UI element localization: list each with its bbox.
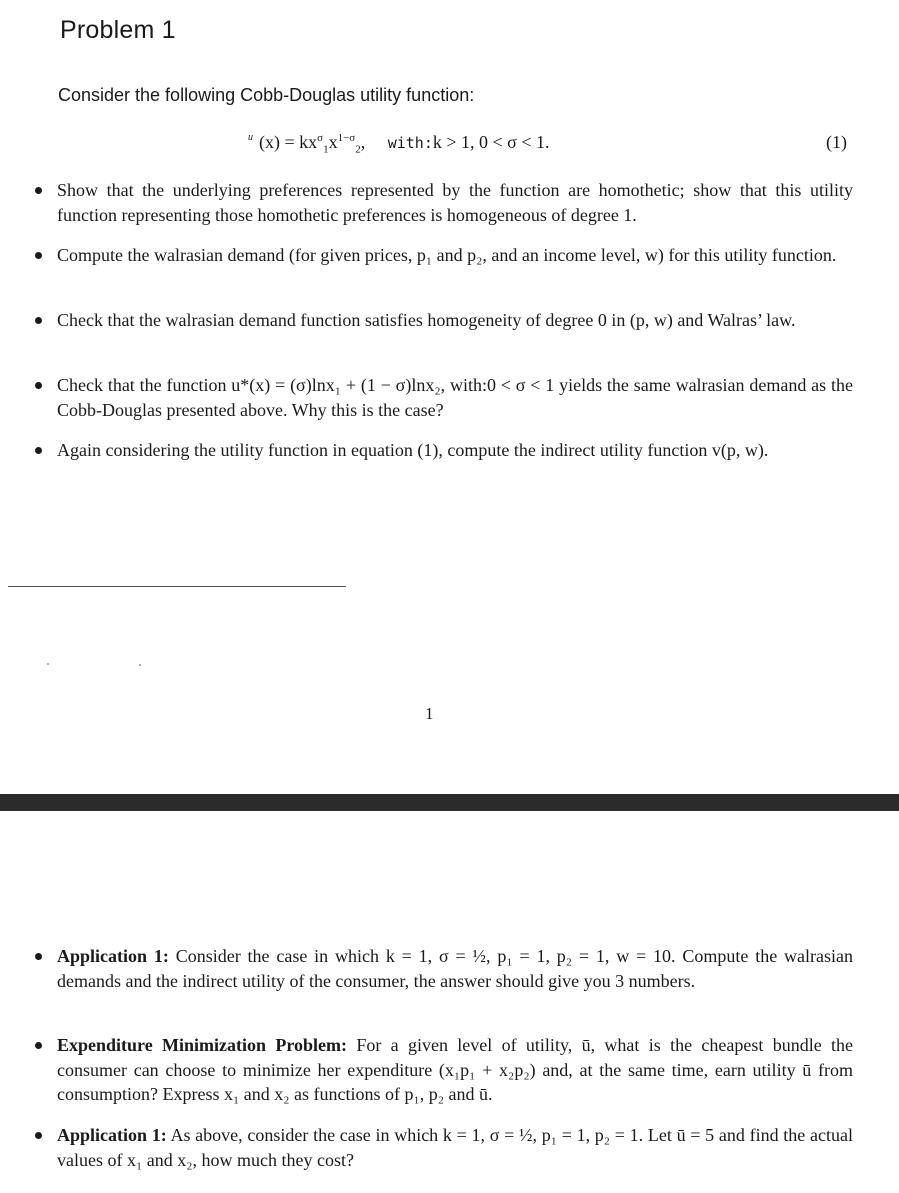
equation-exp2: 1−σ xyxy=(337,132,356,144)
list-item: Check that the function u*(x) = (σ)lnx₁ + (1 − σ)lnx₂, with:0 < σ < 1 yields the same walrasian demand as the Cobb-Douglas presented above. Why this is the case? xyxy=(57,373,853,422)
equation-comma: , xyxy=(360,132,366,152)
equation-u-label: u xyxy=(248,132,253,143)
item-text: For a given level of utility, ū, what is the cheapest bundle the consumer can choose to minimize her expenditure (x₁p₁ + x₂p₂) and, at the same time, earn utility ū from consumption? Express x₁ and x₂ as functions of p₁, p₂ and ū. xyxy=(57,1035,854,1104)
bullet-icon xyxy=(35,382,42,389)
equation-number: (1) xyxy=(826,132,847,152)
footnote-dot xyxy=(47,663,49,665)
equation-lhs: (x) = kx xyxy=(259,132,318,152)
equation-condition: k > 1, 0 < σ < 1. xyxy=(432,132,550,152)
equation-sub1: 1 xyxy=(323,143,329,156)
page-title: Problem 1 xyxy=(60,16,176,44)
bullet-icon xyxy=(35,187,42,194)
bullet-icon xyxy=(35,252,42,259)
equation-sub2: 2 xyxy=(355,143,361,156)
bullet-icon xyxy=(35,317,42,324)
bullet-icon xyxy=(35,1042,42,1049)
item-text: Consider the case in which k = 1, σ = ½, p₁ = 1, p₂ = 1, w = 10. Compute the walrasian demands and the indirect utility of the consumer, the answer should give you 3 numbers. xyxy=(57,946,853,991)
item-heading: Expenditure Minimization Problem: xyxy=(57,1035,347,1055)
list-item: Show that the underlying preferences represented by the function are homothetic; show that this utility function representing those homothetic preferences is homogeneous of degree 1. xyxy=(57,178,853,227)
bullet-icon xyxy=(35,1132,42,1139)
list-item xyxy=(57,944,853,993)
item-heading: Application 1: xyxy=(57,1125,167,1145)
equation-with: with: xyxy=(387,134,433,152)
equation-x2: x xyxy=(328,132,338,152)
list-item xyxy=(57,1033,853,1107)
bullet-icon xyxy=(35,447,42,454)
page-separator xyxy=(0,794,899,811)
list-item: Check that the walrasian demand function satisfies homogeneity of degree 0 in (p, w) and Walras’ law. xyxy=(57,308,853,333)
bullet-icon xyxy=(35,953,42,960)
footnote-rule xyxy=(8,586,346,587)
item-text: As above, consider the case in which k = 1, σ = ½, p₁ = 1, p₂ = 1. Let ū = 5 and find the actual values of x₁ and x₂, how much they cost? xyxy=(57,1125,853,1170)
utility-equation xyxy=(0,132,899,162)
footnote-dot xyxy=(139,664,141,666)
list-item: Again considering the utility function in equation (1), compute the indirect utility function v(p, w). xyxy=(57,438,853,463)
equation-exp1: σ xyxy=(317,132,324,144)
list-item xyxy=(57,1123,853,1172)
item-heading: Application 1: xyxy=(57,946,169,966)
page-number: 1 xyxy=(425,704,434,723)
intro-text: Consider the following Cobb-Douglas utility function: xyxy=(58,85,475,105)
list-item: Compute the walrasian demand (for given prices, p₁ and p₂, and an income level, w) for this utility function. xyxy=(57,243,853,268)
